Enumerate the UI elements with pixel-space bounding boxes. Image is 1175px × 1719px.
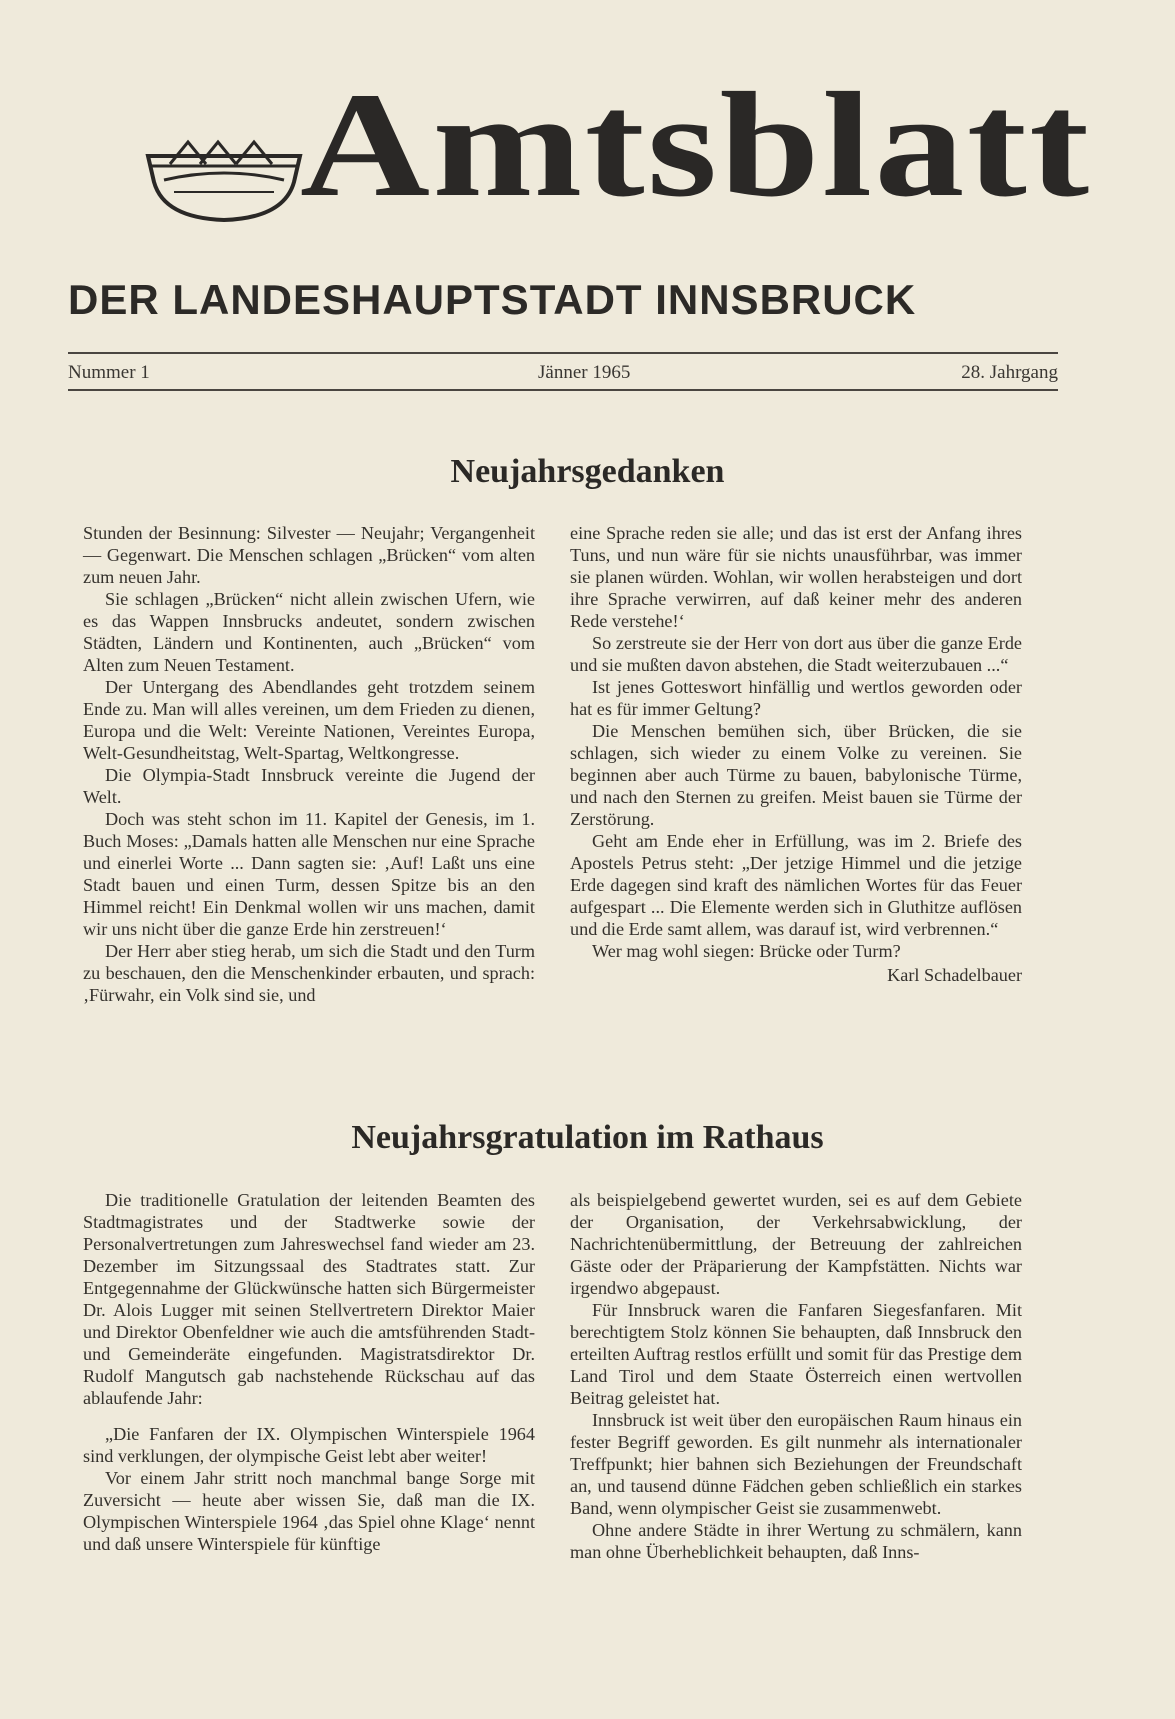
article1-paragraph: Sie schlagen „Brücken“ nicht allein zwischen Ufern, wie es das Wappen Innsbrucks andeutet, sondern zwischen Städten, Ländern und Kontinenten, auch „Brücken“ vom Alten zum Neuen Testament. [83,589,535,675]
article1-paragraph: eine Sprache reden sie alle; und das ist erst der Anfang ihres Tuns, und nun wäre für sie nichts unausführbar, was immer sie planen würden. Wohlan, wir wollen herabsteigen und dort ihre Sprache verwirren, auf daß keiner mehr des anderen Rede verstehe!‘ [570,523,1022,631]
article1-paragraph: Der Untergang des Abendlandes geht trotzdem seinem Ende zu. Man will alles vereinen, um dem Frieden zu dienen, Europa und die Welt: Vereinte Nationen, Vereintes Europa, Welt-Gesundheitstag, Welt-Spartag, Weltkongresse. [83,677,535,763]
article2-column-left [83,1189,535,1555]
article1-paragraph: Der Herr aber stieg herab, um sich die Stadt und den Turm zu beschauen, den die Menschenkinder erbauten, und sprach: ‚Fürwahr, ein Volk sind sie, und [83,941,535,1005]
article1-paragraph: Die Menschen bemühen sich, über Brücken, die sie schlagen, sich wieder zu einem Volke zu vereinen. Sie beginnen aber auch Türme zu bauen, babylonische Türme, und nach den Sternen zu greifen. Meist bauen sie Türme der Zerstörung. [570,721,1022,829]
masthead-rule-bottom [68,389,1058,391]
issue-line [68,359,1058,387]
article2-paragraph: Die traditionelle Gratulation der leitenden Beamten des Stadtmagistrates und der Stadtwerke sowie der Personalvertretungen zum Jahreswechsel fand wieder am 23. Dezember im Sitzungssaal des Stadtrates statt. Zur Entgegennahme der Glückwünsche hatten sich Bürgermeister Dr. Alois Lugger mit seinen Stellvertretern Direktor Maier und Direktor Obenfeldner wie auch die amtsführenden Stadt- und Gemeinderäte eingefunden. Magistratsdirektor Dr. Rudolf Mangutsch gab nachstehende Rückschau auf das ablaufende Jahr: [83,1190,535,1408]
article2-paragraph: „Die Fanfaren der IX. Olympischen Winterspiele 1964 sind verklungen, der olympische Geist lebt aber weiter! [83,1424,535,1466]
article1-paragraph: Wer mag wohl siegen: Brücke oder Turm? [592,941,901,961]
article2-paragraph: Ohne andere Städte in ihrer Wertung zu schmälern, kann man ohne Überheblichkeit behaupten, daß Inns- [570,1520,1022,1562]
issue-date: Jänner 1965 [538,362,631,383]
article1-column-right [570,522,1022,986]
masthead-rule-top [68,352,1058,354]
article2-paragraph: Für Innsbruck waren die Fanfaren Siegesfanfaren. Mit berechtigtem Stolz können Sie behaupten, daß Innsbruck den erteilten Auftrag restlos erfüllt und somit für das Prestige dem Land Tirol und dem Staate Österreich einen wertvollen Beitrag geleistet hat. [570,1300,1022,1408]
article2-paragraph: Vor einem Jahr stritt noch manchmal bange Sorge mit Zuversicht — heute aber wissen Sie, daß man die IX. Olympischen Winterspiele 1964 ‚das Spiel ohne Klage‘ nennt und daß unsere Winterspiele für künftige [83,1468,535,1554]
article2-paragraph: als beispielgebend gewertet wurden, sei es auf dem Gebiete der Organisation, der Verkehrsabwicklung, der Nachrichtenübermittlung, der Betreuung der zahlreichen Gäste oder der Präparierung der Kampfstätten. Nichts war irgendwo abgepaust. [570,1190,1022,1298]
article1-paragraph: Ist jenes Gotteswort hinfällig und wertlos geworden oder hat es für immer Geltung? [570,677,1022,719]
masthead-title: Amtsblatt [300,62,1092,228]
issue-volume: 28. Jahrgang [961,362,1058,383]
article2-column-right [570,1189,1022,1563]
masthead [130,62,1092,228]
article1-author: Karl Schadelbauer [887,965,1022,985]
city-crest-icon [144,136,304,222]
article1-paragraph: Geht am Ende eher in Erfüllung, was im 2. Briefe des Apostels Petrus steht: „Der jetzige Himmel und die jetzige Erde dagegen sind kraft des nämlichen Wortes für das Feuer aufgespart ... Die Elemente werden sich in Gluthitze auflösen und die Erde samt allem, was darauf ist, wird verbrennen.“ [570,831,1022,939]
article2-headline: Neujahrsgratulation im Rathaus [351,1119,824,1156]
article1-headline: Neujahrsgedanken [450,453,725,490]
article1-column-left [83,522,535,1006]
article1-paragraph: Stunden der Besinnung: Silvester — Neujahr; Vergangenheit — Gegenwart. Die Menschen schlagen „Brücken“ vom alten zum neuen Jahr. [83,523,535,587]
article1-paragraph: Doch was steht schon im 11. Kapitel der Genesis, im 1. Buch Moses: „Damals hatten alle Menschen nur eine Sprache und einerlei Worte ... Dann sagten sie: ‚Auf! Laßt uns eine Stadt bauen und einen Turm, dessen Spitze bis an den Himmel reicht! Ein Denkmal wollen wir uns machen, damit wir uns nicht über die ganze Erde hin zerstreuen!‘ [83,809,535,939]
article2-paragraph: Innsbruck ist weit über den europäischen Raum hinaus ein fester Begriff geworden. Es gilt nunmehr als internationaler Treffpunkt; hier bahnen sich Beziehungen der Freundschaft an, und tausend dünne Fädchen geben schließlich ein starkes Band, wenn olympischer Geist sie zusammenwebt. [570,1410,1022,1518]
article1-paragraph: Die Olympia-Stadt Innsbruck vereinte die Jugend der Welt. [83,765,535,807]
masthead-subtitle: DER LANDESHAUPTSTADT INNSBRUCK [68,276,917,323]
issue-number: Nummer 1 [68,362,150,383]
article1-paragraph: So zerstreute sie der Herr von dort aus über die ganze Erde und sie mußten davon abstehen, die Stadt weiterzubauen ...“ [570,633,1022,675]
